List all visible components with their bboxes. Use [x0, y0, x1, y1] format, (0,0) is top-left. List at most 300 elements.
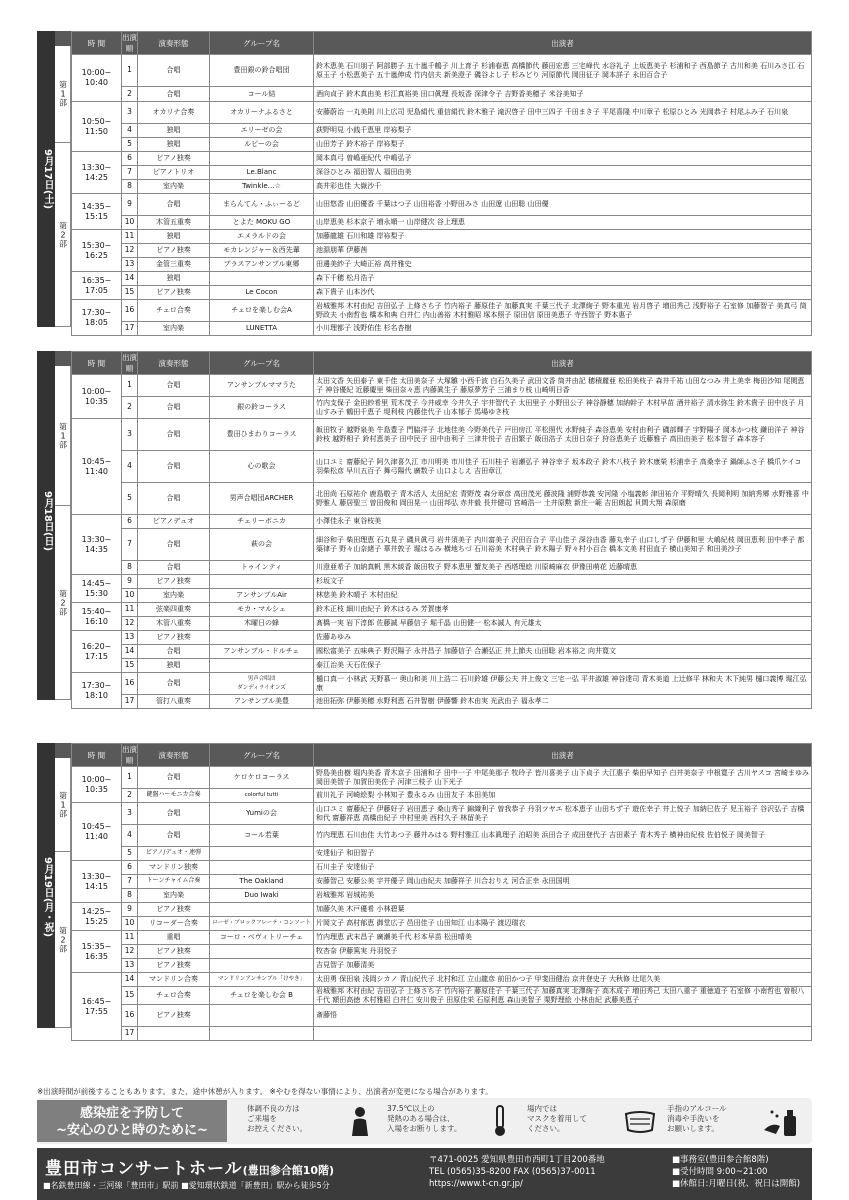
- closed-days: ■休館日:月曜日(祝、祝日は開館): [672, 1179, 801, 1189]
- part-label: 第2部: [59, 221, 67, 248]
- table-row: [72, 55, 812, 87]
- group-name: ケロケロコーラス: [210, 767, 314, 789]
- performers: 酒向貞子 鈴木真由美 杉江真裕美 田口眞理 長坂香 深津令子 吉野香美穂子 米谷美知子: [314, 87, 812, 102]
- table-row: [72, 451, 812, 483]
- header-no: 出演順: [122, 33, 137, 53]
- table-row: [72, 102, 812, 124]
- performance-form: オカリナ合奏: [138, 102, 210, 124]
- performers: 安達仙子 和田智子: [314, 847, 812, 861]
- performers: 石川圭子 安達仙子: [314, 861, 812, 875]
- group-name: ブラスアンサンブル東郷: [210, 258, 314, 272]
- day-label: 9月18日(日): [42, 490, 53, 551]
- group-name: colorful tutti: [210, 789, 314, 803]
- performance-form: ピアノ/デュオ・連弾: [138, 847, 210, 861]
- performance-form: ピアノ独奏: [138, 1005, 210, 1027]
- group-name: [210, 152, 314, 166]
- order-number: 15: [122, 659, 138, 673]
- time-slot: 10:45~ 11:40: [72, 803, 122, 861]
- performance-form: マンドリン合奏: [138, 973, 210, 987]
- group-name: まらんてん・ふぃーるど: [210, 194, 314, 216]
- performers: 山田芳子 鈴木裕子 岸袮梨子: [314, 138, 812, 152]
- performers: 鈴木恵美 石川朋子 阿部勝子 五十嵐千鶴子 川上育子 杉浦春恵 高橋節代 藤田宏恵 三宅峰代 水谷礼子 上坂恵美子 杉浦和子 西島節子 古川和美 石川みさ江 石原玉子 小松恵美子 五十嵐伸成 竹内信夫 新美澄子 磯谷よし子 杉みどり 河原節代 岡田征子 岡本詳子 永田百合子: [314, 55, 812, 87]
- hall-title: 豊田市コンサートホール: [45, 1159, 243, 1179]
- order-number: 12: [122, 244, 138, 258]
- table-row: [72, 561, 812, 575]
- performance-form: ピアノ独奏: [138, 286, 210, 300]
- order-number: 3: [122, 803, 138, 825]
- performance-form: 合唱: [138, 194, 210, 216]
- banner-item-text: 手指のアルコール 消毒や手洗いを お願いします。: [667, 1104, 727, 1133]
- table-row: [72, 645, 812, 659]
- performance-form: 合唱: [138, 419, 210, 451]
- performers: 鈴木正枝 細川由紀子 鈴木はるみ 芳賀康孝: [314, 603, 812, 617]
- table-row: [72, 258, 812, 272]
- performers: 岩城雅邦 木村由紀 吉田弘子 上條さち子 竹内裕子 藤原佳子 加藤真実 千葉三代子 北澤絢子 野本重光 岩月啓子 増田秀己 浅野裕子 石室修 加藤智子 美真弓 筒野政夫 小南哲也 橋本和典 白井仁 内山善裕 木村雅昭 塚本照子 原田信 原田美恵子 寺西智子 野本惠子: [314, 300, 812, 322]
- header-performers: 出演者: [314, 744, 812, 767]
- table-row: [72, 603, 812, 617]
- contact-info: [429, 1154, 605, 1190]
- group-name: [210, 945, 314, 959]
- part-column: [55, 366, 71, 506]
- group-name: [210, 861, 314, 875]
- table-row: [72, 631, 812, 645]
- group-name: チェロを楽しむ会A: [210, 300, 314, 322]
- performers: 片岡文子 高村郁恵 御堂広子 邑田佳子 山田知江 山本陽子 渡辺瑞衣: [314, 917, 812, 931]
- performance-form: [138, 1027, 210, 1041]
- office-location: ■事務室(豊田参合館8階): [672, 1155, 769, 1165]
- performance-form: チェロ合奏: [138, 987, 210, 1005]
- performers: 山口ユミ 齋藤紀子 伊藤好子 岩田恵子 桑山秀子 錦織利子 曽我恭子 丹羽ツヤエ 松本恵子 山田ちず子 遊佐幸子 井上悦子 加納巳佐子 児玉裕子 谷沢弘子 吉橋和代 齋藤祥恵 高橋由紀子 中村里美 西村久子 林留美子: [314, 803, 812, 825]
- order-number: 8: [122, 889, 138, 903]
- performance-form: ピアノ独奏: [138, 244, 210, 258]
- order-number: 17: [122, 1027, 138, 1041]
- group-name: コール若葉: [210, 825, 314, 847]
- table-row: [72, 959, 812, 973]
- group-name: [210, 631, 314, 645]
- banner-item-text: 体調不良の方は ご来場を お控えください。: [247, 1104, 307, 1133]
- table-row: [72, 673, 812, 695]
- group-name: [210, 272, 314, 286]
- performers: 山岸恵美 杉本京子 増永順一 山岸健次 谷上理恵: [314, 216, 812, 230]
- group-name: LUNETTA: [210, 322, 314, 336]
- footnote: ※出演時間が前後することもあります。また、途中休憩が入ります。 ※やむを得ない事情により、出演者が変更になる場合があります。: [37, 1087, 493, 1096]
- performance-form: リコーダー合奏: [138, 917, 210, 931]
- table-row: [72, 180, 812, 194]
- group-name: [210, 847, 314, 861]
- group-name: コーロ・ベヴィトリーチェ: [210, 931, 314, 945]
- performers: 山口ユミ 齋藤紀子 阿久津喜久江 市川明美 市川佳子 石川桂子 岩瀬弘子 神谷幸子 坂本政子 鈴木八枝子 鈴木康榮 杉浦幸子 高桑幸子 鍋師ふさ子 橋爪ケイコ 羽柴松彦 早川五百子 舞弓陽代 廣数子 山口よしえ 吉田章江: [314, 451, 812, 483]
- performance-form: 合唱: [138, 767, 210, 789]
- table-row: [72, 529, 812, 561]
- performance-form: トーンチャイム合奏: [138, 875, 210, 889]
- performers: 岩城雅邦 木村由紀 吉田弘子 上條さち子 竹内裕子 藤原佳子 千葉三代子 加藤真実 北澤絢子 高木成子 増田秀己 太田八重子 重徳道子 石室修 小南哲也 曽根八千代 額田高徳 木村雅昭 白井仁 安川俊子 田原佳栄 石原利恵 森山美智子 栗野理絵 小林由紀 武藤美恵子: [314, 987, 812, 1005]
- table-row: [72, 875, 812, 889]
- performers: 川澄亜希子 加納真帆 黒木綾香 飯田牧子 野本恵里 蟹友美子 西塔理絵 川原崎麻衣 伊豫田萌花 近藤晴恵: [314, 561, 812, 575]
- performance-form: 重唱: [138, 931, 210, 945]
- part-label: 第1部: [59, 791, 67, 818]
- table-row: [72, 931, 812, 945]
- order-number: 10: [122, 589, 138, 603]
- order-number: 4: [122, 124, 138, 138]
- performance-form: 室内楽: [138, 589, 210, 603]
- header-performers: 出演者: [314, 32, 812, 55]
- table-row: [72, 515, 812, 529]
- thermometer-icon: [480, 1104, 520, 1138]
- header-time: 時 間: [72, 32, 122, 55]
- group-name: アンサンブルAir: [210, 589, 314, 603]
- table-row: [72, 803, 812, 825]
- header-no: 出演順: [122, 353, 137, 373]
- performers: 池淵朋華 伊藤茜: [314, 244, 812, 258]
- group-name: アンサンブル・ドルチェ: [210, 645, 314, 659]
- order-number: 16: [122, 1005, 138, 1027]
- performers: [314, 1027, 812, 1041]
- header-group: グループ名: [210, 32, 314, 55]
- schedule-table: [71, 31, 812, 336]
- banner-item-3: [527, 1104, 662, 1138]
- time-slot: 13:30~ 14:15: [72, 861, 122, 903]
- table-row: [72, 847, 812, 861]
- table-row: [72, 825, 812, 847]
- time-slot: 16:45~ 17:55: [72, 973, 122, 1041]
- office-hours: ■受付時間 9:00~21:00: [672, 1167, 768, 1177]
- performers: 前川礼子 河崎絵梨 小林知子 豊永るみ 山田友子 本田美加: [314, 789, 812, 803]
- hall-subtitle: (豊田参合館10階): [242, 1164, 335, 1177]
- order-number: 14: [122, 645, 138, 659]
- performance-form: 独唱: [138, 272, 210, 286]
- header-form: 演奏形態: [138, 744, 210, 767]
- day-band: [37, 31, 55, 327]
- group-name: トゥインティ: [210, 561, 314, 575]
- header-group: グループ名: [210, 352, 314, 375]
- group-name: Le Cocon: [210, 286, 314, 300]
- performance-form: 合唱: [138, 87, 210, 102]
- table-row: [72, 216, 812, 230]
- part-label: 第1部: [59, 80, 67, 108]
- performance-form: 木管八重奏: [138, 617, 210, 631]
- banner-item-text: 場内では マスクを着用して ください。: [527, 1104, 587, 1133]
- table-row: [72, 1005, 812, 1027]
- address: 〒471-0025 愛知県豊田市西町1丁目200番地: [429, 1155, 605, 1165]
- order-number: 4: [122, 451, 138, 483]
- performance-form: 合唱: [138, 483, 210, 515]
- group-name: [210, 1027, 314, 1041]
- time-slot: 15:35~ 16:35: [72, 931, 122, 973]
- table-row: [72, 322, 812, 336]
- group-name: Twinkle…☆: [210, 180, 314, 194]
- group-name: [210, 903, 314, 917]
- order-number: 3: [122, 419, 138, 451]
- header-form: 演奏形態: [138, 32, 210, 55]
- part-column: [55, 46, 71, 143]
- table-row: [72, 300, 812, 322]
- table-row: [72, 575, 812, 589]
- order-number: 4: [122, 825, 138, 847]
- part-column: [55, 506, 71, 700]
- group-name: [210, 1005, 314, 1027]
- header-time: 時 間: [72, 352, 122, 375]
- time-slot: 10:45~ 11:40: [72, 419, 122, 515]
- performance-form: マンドリン独奏: [138, 861, 210, 875]
- performance-form: 合唱: [138, 375, 210, 397]
- group-name: Le.Blanc: [210, 166, 314, 180]
- performance-form: 鍵盤ハーモニカ合奏: [138, 789, 210, 803]
- time-slot: 15:40~ 16:10: [72, 603, 122, 631]
- header-spacer: [55, 351, 71, 366]
- order-number: 6: [122, 861, 138, 875]
- performers: 樋口真一 小林武 天野慕一 奥山和美 川上浩二 石川鈴雄 伊藤公夫 井上俊文 三宅一弘 平井淑雄 神谷達司 青木美道 上辻修平 林和夫 木下純男 樋口義博 堀江弘康: [314, 673, 812, 695]
- group-name: [210, 659, 314, 673]
- day-schedule: [37, 743, 812, 1038]
- table-row: [72, 987, 812, 1005]
- header-performers: 出演者: [314, 352, 812, 375]
- person-icon: [340, 1104, 380, 1138]
- hall-name: [45, 1154, 334, 1179]
- performers: 小川理都子 浅野佑佳 杉名杏樹: [314, 322, 812, 336]
- performance-form: ピアノ独奏: [138, 959, 210, 973]
- performance-form: ピアノ独奏: [138, 903, 210, 917]
- group-name: モカ・マルシェ: [210, 603, 314, 617]
- performance-form: 合唱: [138, 451, 210, 483]
- order-number: 10: [122, 216, 138, 230]
- day-label: 9月19日(月・祝): [42, 857, 53, 938]
- performers: 飯田牧子 越野泉美 牛島豊子 門脇洋子 北地佳美 今野美代子 戸田房江 平松照代 水野純子 森谷恵美 安村由利子 磯部輝子 宇野陽子 岡本かつ枝 鎌田洋子 神谷鈴枝 越野相子 鈴村恵美子 田中民子 田中由利子 三津井悦子 吉田繁子 飯田浩子 太田日奈子 狩谷恵美子 近藤雅子 高田由美子 松本智子 森本容子: [314, 419, 812, 451]
- header-time: 時 間: [72, 744, 122, 767]
- performance-form: ピアノ独奏: [138, 945, 210, 959]
- performers: 岩城雅邦 岩城祐美: [314, 889, 812, 903]
- table-row: [72, 124, 812, 138]
- order-number: 1: [122, 375, 138, 397]
- group-name: Yumiの会: [210, 803, 314, 825]
- time-slot: 15:30~ 16:25: [72, 230, 122, 272]
- performers: 斎藤悟: [314, 1005, 812, 1027]
- performance-form: 合唱: [138, 397, 210, 419]
- performance-form: 合唱: [138, 55, 210, 87]
- group-name: 銀の鈴コーラス: [210, 397, 314, 419]
- order-number: 13: [122, 258, 138, 272]
- group-name: チェリーボニカ: [210, 515, 314, 529]
- table-row: [72, 286, 812, 300]
- performance-form: 合唱: [138, 645, 210, 659]
- group-name: ルピーの会: [210, 138, 314, 152]
- performance-form: 独唱: [138, 138, 210, 152]
- part-label: 第2部: [59, 589, 67, 616]
- group-name: 男声合唱団 ダンディライオンズ: [210, 673, 314, 695]
- table-row: [72, 138, 812, 152]
- table-row: [72, 589, 812, 603]
- table-row: [72, 152, 812, 166]
- performers: 牧杏奈 伊藤篤実 丹羽悦子: [314, 945, 812, 959]
- banner-item-4: [667, 1104, 802, 1138]
- performers: 泰江治美 天石佐保子: [314, 659, 812, 673]
- order-number: 14: [122, 272, 138, 286]
- table-row: [72, 861, 812, 875]
- performers: 竹内理恵 武末昌子 廣瀬美千代 杉本早苗 松田晴美: [314, 931, 812, 945]
- group-name: アンサンブルママうた: [210, 375, 314, 397]
- order-number: 12: [122, 617, 138, 631]
- time-slot: 13:30~ 14:25: [72, 152, 122, 194]
- table-row: [72, 889, 812, 903]
- time-slot: 16:20~ 17:15: [72, 631, 122, 673]
- table-row: [72, 375, 812, 397]
- day-schedule: [37, 31, 812, 333]
- part-label: 第1部: [59, 422, 67, 449]
- time-slot: 14:35~ 15:15: [72, 194, 122, 230]
- order-number: 17: [122, 322, 138, 336]
- infection-banner: [37, 1098, 812, 1144]
- performance-form: ピアノ独奏: [138, 575, 210, 589]
- part-column: [55, 758, 71, 852]
- performance-form: 木管五重奏: [138, 216, 210, 230]
- table-row: [72, 903, 812, 917]
- group-name: オカリーナふるさと: [210, 102, 314, 124]
- performers: 池田拓弥 伊藤美穂 水野利恵 石井智樹 伊藤響 鈴木由実 光武由子 福永孝二: [314, 695, 812, 709]
- order-number: 11: [122, 603, 138, 617]
- performers: 安藤智己 安藤公美 宇井優子 岡山由紀夫 加藤祥子 川合おりえ 河合正幸 永田国明: [314, 875, 812, 889]
- table-row: [72, 483, 812, 515]
- performance-form: 弦楽四重奏: [138, 603, 210, 617]
- table-header: [72, 32, 812, 55]
- performers: 杉坂文子: [314, 575, 812, 589]
- performance-form: 金管三重奏: [138, 258, 210, 272]
- table-header: [72, 352, 812, 375]
- group-name: 男声合唱団ARCHER: [210, 483, 314, 515]
- order-number: 9: [122, 575, 138, 589]
- performers: 竹内理恵 石川由佳 大竹あつ子 藤井みはる 野村雅江 山本眞理子 泊昭美 浜田合子 成田登代子 吉田素子 青木秀子 横神由紀枝 佐伯悦子 岡美智子: [314, 825, 812, 847]
- order-number: 8: [122, 180, 138, 194]
- table-row: [72, 272, 812, 286]
- header-group: グループ名: [210, 744, 314, 767]
- group-name: ローゼ・ブロックフレーテ・コンソート: [210, 917, 314, 931]
- order-number: 16: [122, 673, 138, 695]
- performance-form: 独唱: [138, 230, 210, 244]
- schedule-table: [71, 743, 812, 1041]
- office-info: [672, 1154, 800, 1190]
- performance-form: 室内楽: [138, 180, 210, 194]
- performers: 安藤蔚治 一丸美則 川上広司 児島絹代 重信絹代 鈴木雅子 滝沢啓子 田中三四子 千田まき子 平尾喜隆 中川章子 松原ひとみ 光岡恭子 村尾ふみ子 石川泉: [314, 102, 812, 124]
- part-label: 第2部: [59, 926, 67, 953]
- order-number: 14: [122, 973, 138, 987]
- time-slot: 14:45~ 15:30: [72, 575, 122, 603]
- table-row: [72, 767, 812, 789]
- order-number: 1: [122, 55, 138, 87]
- group-name: Duo Iwaki: [210, 889, 314, 903]
- performance-form: 合唱: [138, 561, 210, 575]
- group-name: [210, 959, 314, 973]
- time-slot: 10:00~ 10:35: [72, 767, 122, 803]
- access-info: ■名鉄豊田線・三河線「豊田市」駅前 ■愛知環状鉄道「新豊田」駅から徒歩5分: [43, 1181, 330, 1190]
- table-row: [72, 244, 812, 258]
- header-no: 出演順: [122, 745, 137, 765]
- order-number: 2: [122, 397, 138, 419]
- order-number: 7: [122, 529, 138, 561]
- performers: 竹内支保子 金田紗希里 荒木茂子 今井威幸 今井久子 宇井智代子 太田里子 小野田公子 神谷静穂 加納幹子 木村早苗 酒井裕子 清水弥生 鈴木貴子 田中良子 月山すみ子 鶴田千恵子 堤利枝 内藤佳代子 山本郁子 馬場ゆき枝: [314, 397, 812, 419]
- performers: 加藤久美 木戸優希 小林碧葉: [314, 903, 812, 917]
- time-slot: 17:30~ 18:05: [72, 300, 122, 336]
- header-form: 演奏形態: [138, 352, 210, 375]
- table-row: [72, 659, 812, 673]
- order-number: 7: [122, 875, 138, 889]
- table-row: [72, 397, 812, 419]
- performers: 林慈美 鈴木晴子 木村由紀: [314, 589, 812, 603]
- performers: 深谷ひとみ 福田智人 福田由美: [314, 166, 812, 180]
- performers: 太田文香 矢田泰子 東千佳 太田美奈子 大塚雛 小西千波 白石久美子 武田文香 筒井由記 穂積麗亜 松田美枝子 森井千祐 山田なつみ 井上美幸 梅田沙知 尾関恵子 神谷優紀 近藤慶里 柴田奈々恵 内藤眞生子 藤原夢芳子 三浦まり枝 山崎明日香: [314, 375, 812, 397]
- time-slot: 13:30~ 14:35: [72, 515, 122, 575]
- order-number: 7: [122, 166, 138, 180]
- order-number: 5: [122, 847, 138, 861]
- order-number: 15: [122, 987, 138, 1005]
- order-number: 5: [122, 483, 138, 515]
- order-number: 13: [122, 959, 138, 973]
- performers: 小澤佳永子 東谷枝美: [314, 515, 812, 529]
- group-name: 心の歌会: [210, 451, 314, 483]
- time-slot: 10:50~ 11:50: [72, 102, 122, 152]
- header-spacer: [55, 31, 71, 46]
- performance-form: 室内楽: [138, 889, 210, 903]
- performers: 岡本真弓 曽嶋亜紀代 中嶋弘子: [314, 152, 812, 166]
- order-number: 6: [122, 515, 138, 529]
- time-slot: 10:00~ 10:35: [72, 375, 122, 419]
- order-number: 5: [122, 138, 138, 152]
- performance-form: チェロ合奏: [138, 300, 210, 322]
- group-name: とよた MOKU GO: [210, 216, 314, 230]
- performance-form: ピアノデュオ: [138, 515, 210, 529]
- day-schedule: [37, 351, 812, 706]
- performance-form: 独唱: [138, 659, 210, 673]
- phone-fax: TEL (0565)35-8200 FAX (0565)37-0011: [429, 1167, 596, 1177]
- group-name: マンドリンアンサンブル「けやき」: [210, 973, 314, 987]
- order-number: 16: [122, 300, 138, 322]
- group-name: The Oakland: [210, 875, 314, 889]
- group-name: エメラルドの会: [210, 230, 314, 244]
- performance-form: 合唱: [138, 673, 210, 695]
- order-number: 12: [122, 945, 138, 959]
- order-number: 9: [122, 194, 138, 216]
- table-header: [72, 744, 812, 767]
- table-row: [72, 695, 812, 709]
- performance-form: 独唱: [138, 124, 210, 138]
- time-slot: 14:25~ 15:25: [72, 903, 122, 931]
- performers: 佐藤あゆみ: [314, 631, 812, 645]
- performers: 山田悠香 山田優香 千葉はつ子 山田裕香 小野田みさ 山田遼 山田聡 山田優: [314, 194, 812, 216]
- website-link[interactable]: https://www.t-cn.gr.jp/: [429, 1179, 523, 1189]
- sanitizer-icon: [760, 1104, 800, 1138]
- order-number: 8: [122, 561, 138, 575]
- performance-form: 合唱: [138, 803, 210, 825]
- performers: 野島美由樹 堀内美香 青木京子 田浦和子 田中一子 中尾美那子 牧玲子 皆川喜美子 山下貞子 大江惠子 柴田早知子 白井美奈子 中根寛子 古川ヤスコ 宮崎まゆみ 岡田美智子 加賀田美佐子 河津三枝子 山下光子: [314, 767, 812, 789]
- table-row: [72, 617, 812, 631]
- group-name: 萩の会: [210, 529, 314, 561]
- performance-form: ピアノ独奏: [138, 152, 210, 166]
- schedule-table: [71, 351, 812, 709]
- performers: 太田勇 保田泉 浅岡シカノ 青山紀代子 北村和江 立山龍彦 前田かつ子 甲斐田健治 京井登史子 大秋修 辻尾久美: [314, 973, 812, 987]
- footer: [37, 1148, 812, 1200]
- performers: 國松富美子 五味典子 野沢陽子 永井昌子 加藤信子 合瀬弘正 井上節夫 山田聡 岩本裕之 向井寛文: [314, 645, 812, 659]
- banner-title: 感染症を予防して ~安心のひと時のために~: [37, 1100, 227, 1142]
- part-column: [55, 852, 71, 1028]
- group-name: [210, 575, 314, 589]
- table-row: [72, 917, 812, 931]
- group-name: 豊田銀の鈴合唱団: [210, 55, 314, 87]
- banner-item-1: [247, 1104, 382, 1138]
- order-number: 1: [122, 767, 138, 789]
- part-column: [55, 143, 71, 327]
- table-row: [72, 194, 812, 216]
- performance-form: ピアノトリオ: [138, 166, 210, 180]
- header-spacer: [55, 743, 71, 758]
- performers: 森下千穂 松月浩子: [314, 272, 812, 286]
- order-number: 9: [122, 903, 138, 917]
